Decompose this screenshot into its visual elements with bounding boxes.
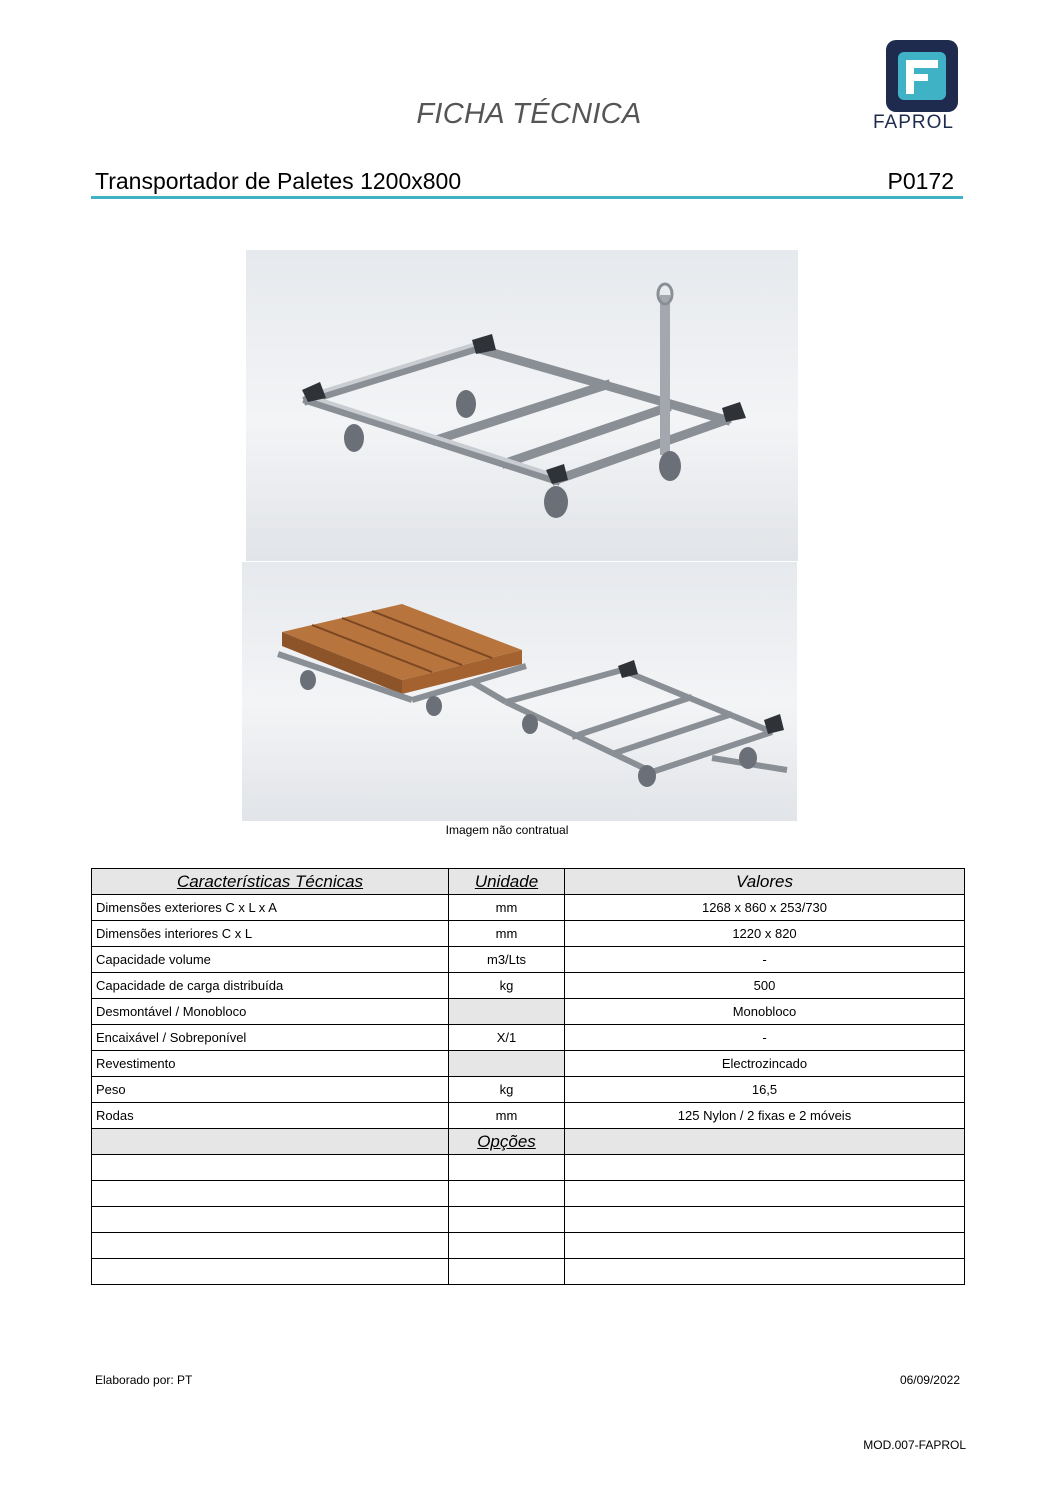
spec-unit (449, 1051, 565, 1077)
spec-value: - (565, 1025, 965, 1051)
spec-label: Rodas (92, 1103, 449, 1129)
table-row (92, 1025, 965, 1051)
spec-label: Desmontável / Monobloco (92, 999, 449, 1025)
options-row (92, 1259, 965, 1285)
product-name: Transportador de Paletes 1200x800 (95, 168, 462, 194)
spec-unit: kg (449, 973, 565, 999)
options-header-row (92, 1129, 965, 1155)
spec-label: Capacidade volume (92, 947, 449, 973)
prepared-by: Elaborado por: PT (95, 1373, 193, 1387)
column-header-unit: Unidade (449, 869, 565, 895)
table-row (92, 921, 965, 947)
spec-value: 500 (565, 973, 965, 999)
spec-value: 1268 x 860 x 253/730 (565, 895, 965, 921)
options-header-blank (565, 1129, 965, 1155)
spec-unit: mm (449, 921, 565, 947)
spec-value: Monobloco (565, 999, 965, 1025)
form-code: MOD.007-FAPROL (863, 1438, 966, 1452)
specifications-table (91, 868, 965, 1285)
column-header-characteristics: Características Técnicas (92, 869, 449, 895)
spec-unit (449, 999, 565, 1025)
title-divider (91, 196, 963, 199)
spec-value: 125 Nylon / 2 fixas e 2 móveis (565, 1103, 965, 1129)
spec-unit: mm (449, 895, 565, 921)
spec-value: 1220 x 820 (565, 921, 965, 947)
table-row (92, 1103, 965, 1129)
spec-label: Peso (92, 1077, 449, 1103)
trolley-icon (246, 250, 798, 561)
column-header-values: Valores (565, 869, 965, 895)
spec-value: 16,5 (565, 1077, 965, 1103)
options-row (92, 1207, 965, 1233)
table-row (92, 973, 965, 999)
image-caption: Imagem não contratual (445, 823, 569, 837)
document-title: FICHA TÉCNICA (416, 98, 642, 130)
spec-label: Capacidade de carga distribuída (92, 973, 449, 999)
spec-value: - (565, 947, 965, 973)
options-row (92, 1233, 965, 1259)
spec-label: Encaixável / Sobreponível (92, 1025, 449, 1051)
product-code: P0172 (887, 168, 954, 194)
table-row (92, 1051, 965, 1077)
pallet-train-icon (242, 562, 797, 821)
options-header: Opções (449, 1129, 565, 1155)
options-row (92, 1181, 965, 1207)
spec-label: Revestimento (92, 1051, 449, 1077)
table-row (92, 999, 965, 1025)
table-header-row (92, 869, 965, 895)
brand-name: FAPROL (873, 112, 954, 133)
table-row (92, 895, 965, 921)
spec-unit: X/1 (449, 1025, 565, 1051)
options-header-blank (92, 1129, 449, 1155)
spec-unit: mm (449, 1103, 565, 1129)
spec-unit: kg (449, 1077, 565, 1103)
spec-label: Dimensões exteriores C x L x A (92, 895, 449, 921)
table-row (92, 947, 965, 973)
product-image-trolley (246, 250, 798, 561)
spec-label: Dimensões interiores C x L (92, 921, 449, 947)
spec-unit: m3/Lts (449, 947, 565, 973)
document-date: 06/09/2022 (899, 1373, 960, 1387)
table-row (92, 1077, 965, 1103)
spec-value: Electrozincado (565, 1051, 965, 1077)
options-row (92, 1155, 965, 1181)
product-image-pallet-train (242, 562, 797, 821)
